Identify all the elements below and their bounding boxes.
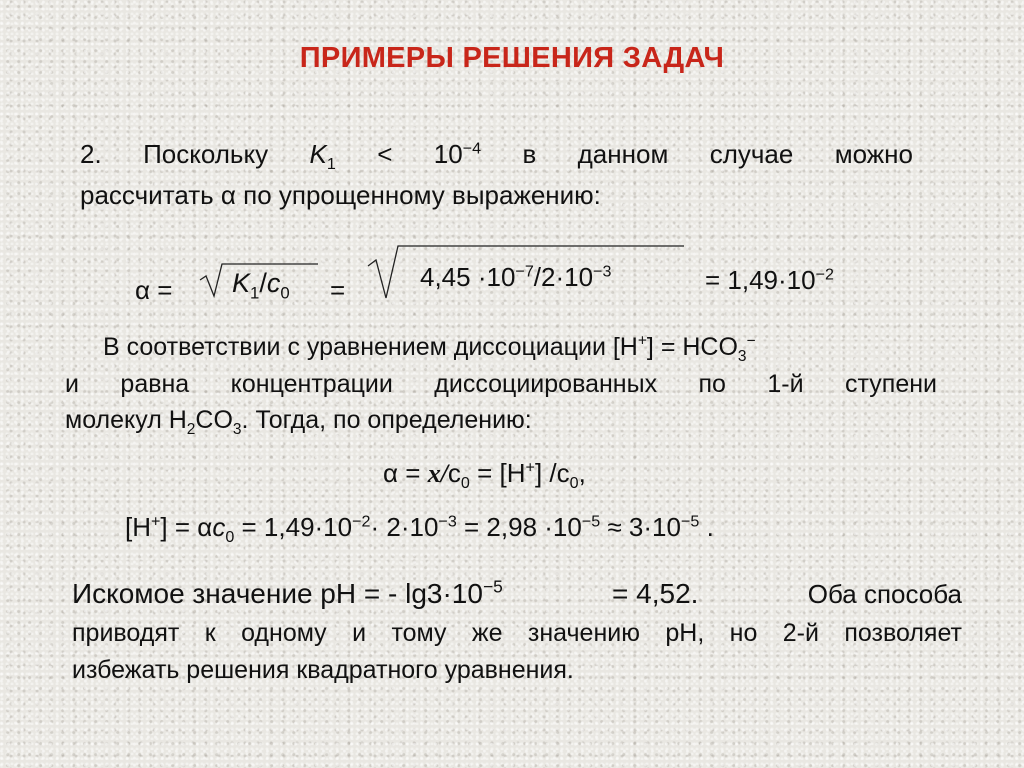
word: можно — [834, 139, 913, 169]
word: случае — [709, 139, 794, 169]
word: в — [522, 139, 537, 169]
ph-value: = 4,52. — [612, 578, 699, 609]
alpha-equals: α = — [135, 275, 173, 305]
power-of-ten: $10^{-4}$ — [433, 139, 482, 169]
ph-expression: Искомое значение pH = - $\lg 3\cdot 10^{-5}$ — [72, 576, 503, 609]
para2-line1: В соответствии с уравнением диссоциации $[H^+] = HCO_3^-$ — [103, 332, 756, 365]
para2-line3: молекул $H_2CO_3$. Тогда, по определению: — [65, 406, 532, 438]
para1-line1 — [80, 139, 913, 174]
slide-title: ПРИМЕРЫ РЕШЕНИЯ ЗАДАЧ — [299, 42, 725, 74]
alpha-definition: $\alpha = x/c_0 = [H^+]$ $/c_0$, — [383, 458, 586, 493]
item-number: 2. — [80, 139, 102, 169]
k1-symbol: $K_1$ — [309, 139, 336, 174]
word: Поскольку — [143, 139, 269, 169]
both-methods-text: Оба способа — [807, 579, 962, 609]
k1-over-c0: $K_1/c_0$ — [232, 268, 290, 303]
para3-line1 — [72, 578, 962, 610]
alpha-result: = $1,49\cdot 10^{-2}$ — [705, 265, 834, 295]
para3-line3: избежать решения квадратного уравнения. — [72, 656, 574, 684]
para2-line2: и равна концентрации диссоциированных по 1-й ступени — [65, 370, 937, 398]
para1-line2: рассчитать α по упрощенному выражению: — [80, 180, 601, 210]
less-than: < — [377, 139, 393, 169]
equals-sign: = — [330, 275, 346, 305]
para3-line2: приводят к одному и тому же значению pH, но 2-й позволяет — [72, 619, 962, 647]
sqrt-argument: $4,45 \cdot 10^{-7}/2\cdot 10^{-3}$ — [420, 262, 612, 292]
h-concentration-calc: $[H^+] = \alpha c_0 = 1,49\cdot 10^{-2}\cdot 2\cdot 10^{-3} = 2,98 \cdot 10^{-5} \approx 3\cdot 10^{-5}$ . — [125, 512, 714, 547]
word: данном — [577, 139, 669, 169]
